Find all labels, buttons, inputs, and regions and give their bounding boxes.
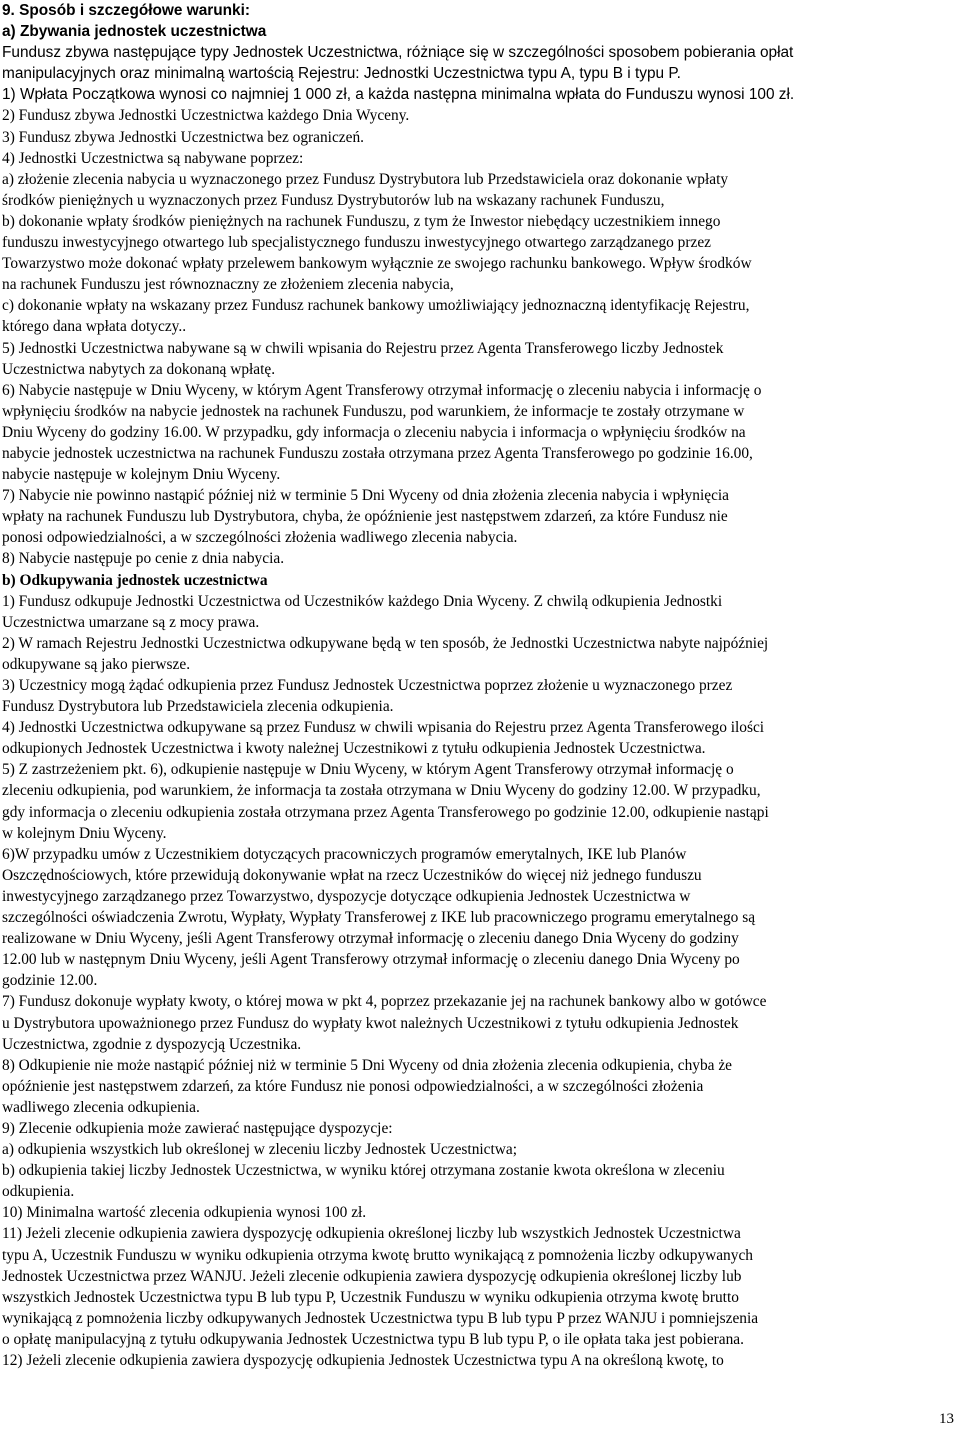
text-line: Fundusz Dystrybutora lub Przedstawiciela zlecenia odkupienia. bbox=[2, 698, 394, 716]
text-line: 8) Odkupienie nie może nastąpić później niż w terminie 5 Dni Wyceny od dnia złożenia zlecenia odkupienia, chyba że bbox=[2, 1056, 732, 1074]
document-body bbox=[2, 0, 954, 1371]
text-line: Jednostek Uczestnictwa przez WANJU. Jeżeli zlecenie odkupienia zawiera dyspozycję odkupienia określonej liczby lub bbox=[2, 1267, 742, 1285]
text-line: nabycie jednostek uczestnictwa na rachunek Funduszu została otrzymana przez Agenta Transferowego po godzinie 16.00, bbox=[2, 444, 753, 462]
text-line: 2) Fundusz zbywa Jednostki Uczestnictwa każdego Dnia Wyceny. bbox=[2, 107, 410, 125]
text-line: c) dokonanie wpłaty na wskazany przez Fundusz rachunek bankowy umożliwiający jednoznaczną identyfikację Rejestru, bbox=[2, 297, 750, 315]
text-line: 5) Z zastrzeżeniem pkt. 6), odkupienie następuje w Dniu Wyceny, w którym Agent Transferowy otrzymał informację o bbox=[2, 761, 734, 779]
text-line: środków pieniężnych u wyznaczonych przez Fundusz Dystrybutorów lub na wskazany rachunek Funduszu, bbox=[2, 191, 665, 209]
text-line: 4) Jednostki Uczestnictwa są nabywane poprzez: bbox=[2, 149, 304, 167]
text-line: funduszu inwestycyjnego otwartego lub specjalistycznego funduszu inwestycyjnego otwartego zarządzanego przez bbox=[2, 234, 711, 252]
text-line: 8) Nabycie następuje po cenie z dnia nabycia. bbox=[2, 550, 285, 568]
text-line: b) odkupienia takiej liczby Jednostek Uczestnictwa, w wyniku której otrzymana zostanie kwota określona w zleceniu bbox=[2, 1162, 725, 1180]
text-line: gdy informacja o zleceniu odkupienia została otrzymana przez Agenta Transferowego po godzinie 12.00, odkupienie nastąpi bbox=[2, 803, 769, 821]
section-heading: b) Odkupywania jednostek uczestnictwa bbox=[2, 571, 268, 589]
text-line: realizowane w Dniu Wyceny, jeśli Agent Transferowy otrzymał informację o zleceniu danego Dnia Wyceny do godziny bbox=[2, 930, 739, 948]
text-line: 12.00 lub w następnym Dniu Wyceny, jeśli Agent Transferowy otrzymał informację o zleceniu danego Dnia Wyceny po bbox=[2, 951, 740, 969]
text-line: 12) Jeżeli zlecenie odkupienia zawiera dyspozycję odkupienia Jednostek Uczestnictwa typu A na określoną kwotę, to bbox=[2, 1352, 724, 1369]
text-line: 1) Wpłata Początkowa wynosi co najmniej 1 000 zł, a każda następna minimalna wpłata do Funduszu wynosi 100 zł. bbox=[2, 86, 795, 104]
text-line: b) dokonanie wpłaty środków pieniężnych na rachunek Funduszu, z tym że Inwestor niebędący uczestnikiem innego bbox=[2, 212, 721, 230]
text-line: opóźnienie jest następstwem zdarzeń, za które Fundusz nie ponosi odpowiedzialności, a w szczególności złożenia bbox=[2, 1077, 704, 1095]
text-line: 1) Fundusz odkupuje Jednostki Uczestnictwa od Uczestników każdego Dnia Wyceny. Z chwilą odkupienia Jednostki bbox=[2, 592, 723, 610]
text-line: 7) Nabycie nie powinno nastąpić później niż w terminie 5 Dni Wyceny od dnia złożenia zlecenia nabycia i wpłynięcia bbox=[2, 487, 730, 505]
text-line: a) złożenie zlecenia nabycia u wyznaczonego przez Fundusz Dystrybutora lub Przedstawiciela oraz dokonanie wpłaty bbox=[2, 170, 729, 188]
text-line: zleceniu odkupienia, pod warunkiem, że informacja ta została otrzymana w Dniu Wyceny do godziny 12.00. W przypadku, bbox=[2, 782, 761, 800]
text-line: Uczestnictwa, zgodnie z dyspozycją Uczestnika. bbox=[2, 1035, 302, 1053]
text-line: Oszczędnościowych, które przewidują dokonywanie wpłat na rzecz Uczestników do więcej niż jednego funduszu bbox=[2, 866, 702, 884]
text-line: 4) Jednostki Uczestnictwa odkupywane są przez Fundusz w chwili wpisania do Rejestru przez Agenta Transferowego ilości bbox=[2, 719, 765, 737]
text-line: Dniu Wyceny do godziny 16.00. W przypadku, gdy informacja o zleceniu nabycia i informacja o wpłynięciu środków na bbox=[2, 423, 746, 441]
text-line: wadliwego zlecenia odkupienia. bbox=[2, 1098, 200, 1116]
text-line: 6)W przypadku umów z Uczestnikiem dotyczących pracowniczych programów emerytalnych, IKE lub Planów bbox=[2, 845, 687, 863]
text-line: 10) Minimalna wartość zlecenia odkupienia wynosi 100 zł. bbox=[2, 1204, 367, 1222]
text-line: odkupionych Jednostek Uczestnictwa i kwoty należnej Uczestnikowi z tytułu odkupienia Jednostek Uczestnictwa. bbox=[2, 740, 706, 758]
text-line: wszystkich Jednostek Uczestnictwa typu B lub typu P, Uczestnik Funduszu w wyniku odkupienia otrzyma kwotę brutto bbox=[2, 1288, 739, 1306]
text-line: o opłatę manipulacyjną z tytułu odkupywania Jednostek Uczestnictwa typu B lub typu P, o ile opłata taka jest pobierana. bbox=[2, 1330, 744, 1348]
section-heading: a) Zbywania jednostek uczestnictwa bbox=[2, 23, 267, 41]
text-line: Uczestnictwa umarzane są z mocy prawa. bbox=[2, 613, 260, 631]
text-line: a) odkupienia wszystkich lub określonej w zleceniu liczby Jednostek Uczestnictwa; bbox=[2, 1141, 518, 1159]
text-line: odkupywane są jako pierwsze. bbox=[2, 655, 191, 673]
text-line: na rachunek Funduszu jest równoznaczny ze złożeniem zlecenia nabycia, bbox=[2, 276, 454, 294]
text-line: 6) Nabycie następuje w Dniu Wyceny, w którym Agent Transferowy otrzymał informację o zleceniu nabycia i informację o bbox=[2, 381, 762, 399]
text-line: Towarzystwo może dokonać wpłaty przelewem bankowym wyłącznie ze swojego rachunku bankowego. Wpływ środków bbox=[2, 255, 752, 273]
text-line: szczególności oświadczenia Zwrotu, Wypłaty, Wypłaty Transferowej z IKE lub pracowniczego programu emerytalnego są bbox=[2, 909, 756, 927]
text-line: wpłaty na rachunek Funduszu lub Dystrybutora, chyba, że opóźnienie jest następstwem zdarzeń, za które Fundusz nie bbox=[2, 508, 728, 526]
text-line: 3) Uczestnicy mogą żądać odkupienia przez Fundusz Jednostek Uczestnictwa poprzez złożenie u wyznaczonego przez bbox=[2, 677, 733, 694]
text-line: którego dana wpłata dotyczy.. bbox=[2, 318, 187, 336]
text-line: 3) Fundusz zbywa Jednostki Uczestnictwa bez ograniczeń. bbox=[2, 128, 364, 146]
text-line: typu A, Uczestnik Funduszu w wyniku odkupienia otrzyma kwotę brutto wynikającą z pomnożenia liczby odkupywanych bbox=[2, 1246, 753, 1264]
text-line: nabycie następuje w kolejnym Dniu Wyceny. bbox=[2, 466, 281, 484]
text-line: w kolejnym Dniu Wyceny. bbox=[2, 824, 167, 842]
text-line: 9) Zlecenie odkupienia może zawierać następujące dyspozycje: bbox=[2, 1119, 393, 1137]
text-line: 2) W ramach Rejestru Jednostki Uczestnictwa odkupywane będą w ten sposób, że Jednostki Uczestnictwa nabyte najpóźniej bbox=[2, 634, 769, 652]
text-line: manipulacyjnych oraz minimalną wartością Rejestru: Jednostki Uczestnictwa typu A, typu B i typu P. bbox=[2, 65, 681, 83]
text-line: ponosi odpowiedzialności, a w szczególności złożenia wadliwego zlecenia nabycia. bbox=[2, 529, 518, 547]
text-line: wynikającą z pomnożenia liczby odkupywanych Jednostek Uczestnictwa typu B lub typu P przez WANJU i pomniejszenia bbox=[2, 1309, 759, 1327]
text-line: godzinie 12.00. bbox=[2, 972, 98, 990]
text-line: u Dystrybutora upoważnionego przez Fundusz do wypłaty kwot należnych Uczestnikowi z tytułu odkupienia Jednostek bbox=[2, 1014, 739, 1032]
text-line: wpłynięciu środków na nabycie jednostek na rachunek Funduszu, pod warunkiem, że informacje te zostały otrzymane w bbox=[2, 402, 745, 420]
text-line: 7) Fundusz dokonuje wypłaty kwoty, o której mowa w pkt 4, poprzez przekazanie jej na rachunek bankowy albo w gotówce bbox=[2, 993, 767, 1011]
text-line: Fundusz zbywa następujące typy Jednostek Uczestnictwa, różniące się w szczególności sposobem pobierania opłat bbox=[2, 44, 794, 62]
text-line: 11) Jeżeli zlecenie odkupienia zawiera dyspozycję odkupienia określonej liczby lub wszystkich Jednostek Uczestnictwa bbox=[2, 1225, 741, 1243]
section-heading: 9. Sposób i szczegółowe warunki: bbox=[2, 2, 251, 19]
text-line: 5) Jednostki Uczestnictwa nabywane są w chwili wpisania do Rejestru przez Agenta Transferowego liczby Jednostek bbox=[2, 339, 724, 357]
text-line: odkupienia. bbox=[2, 1183, 75, 1201]
page-number: 13 bbox=[939, 1411, 954, 1427]
text-line: inwestycyjnego zarządzanego przez Towarzystwo, dyspozycje dotyczące odkupienia Jednostek Uczestnictwa w bbox=[2, 887, 691, 905]
text-line: Uczestnictwa nabytych za dokonaną wpłatę. bbox=[2, 360, 276, 378]
